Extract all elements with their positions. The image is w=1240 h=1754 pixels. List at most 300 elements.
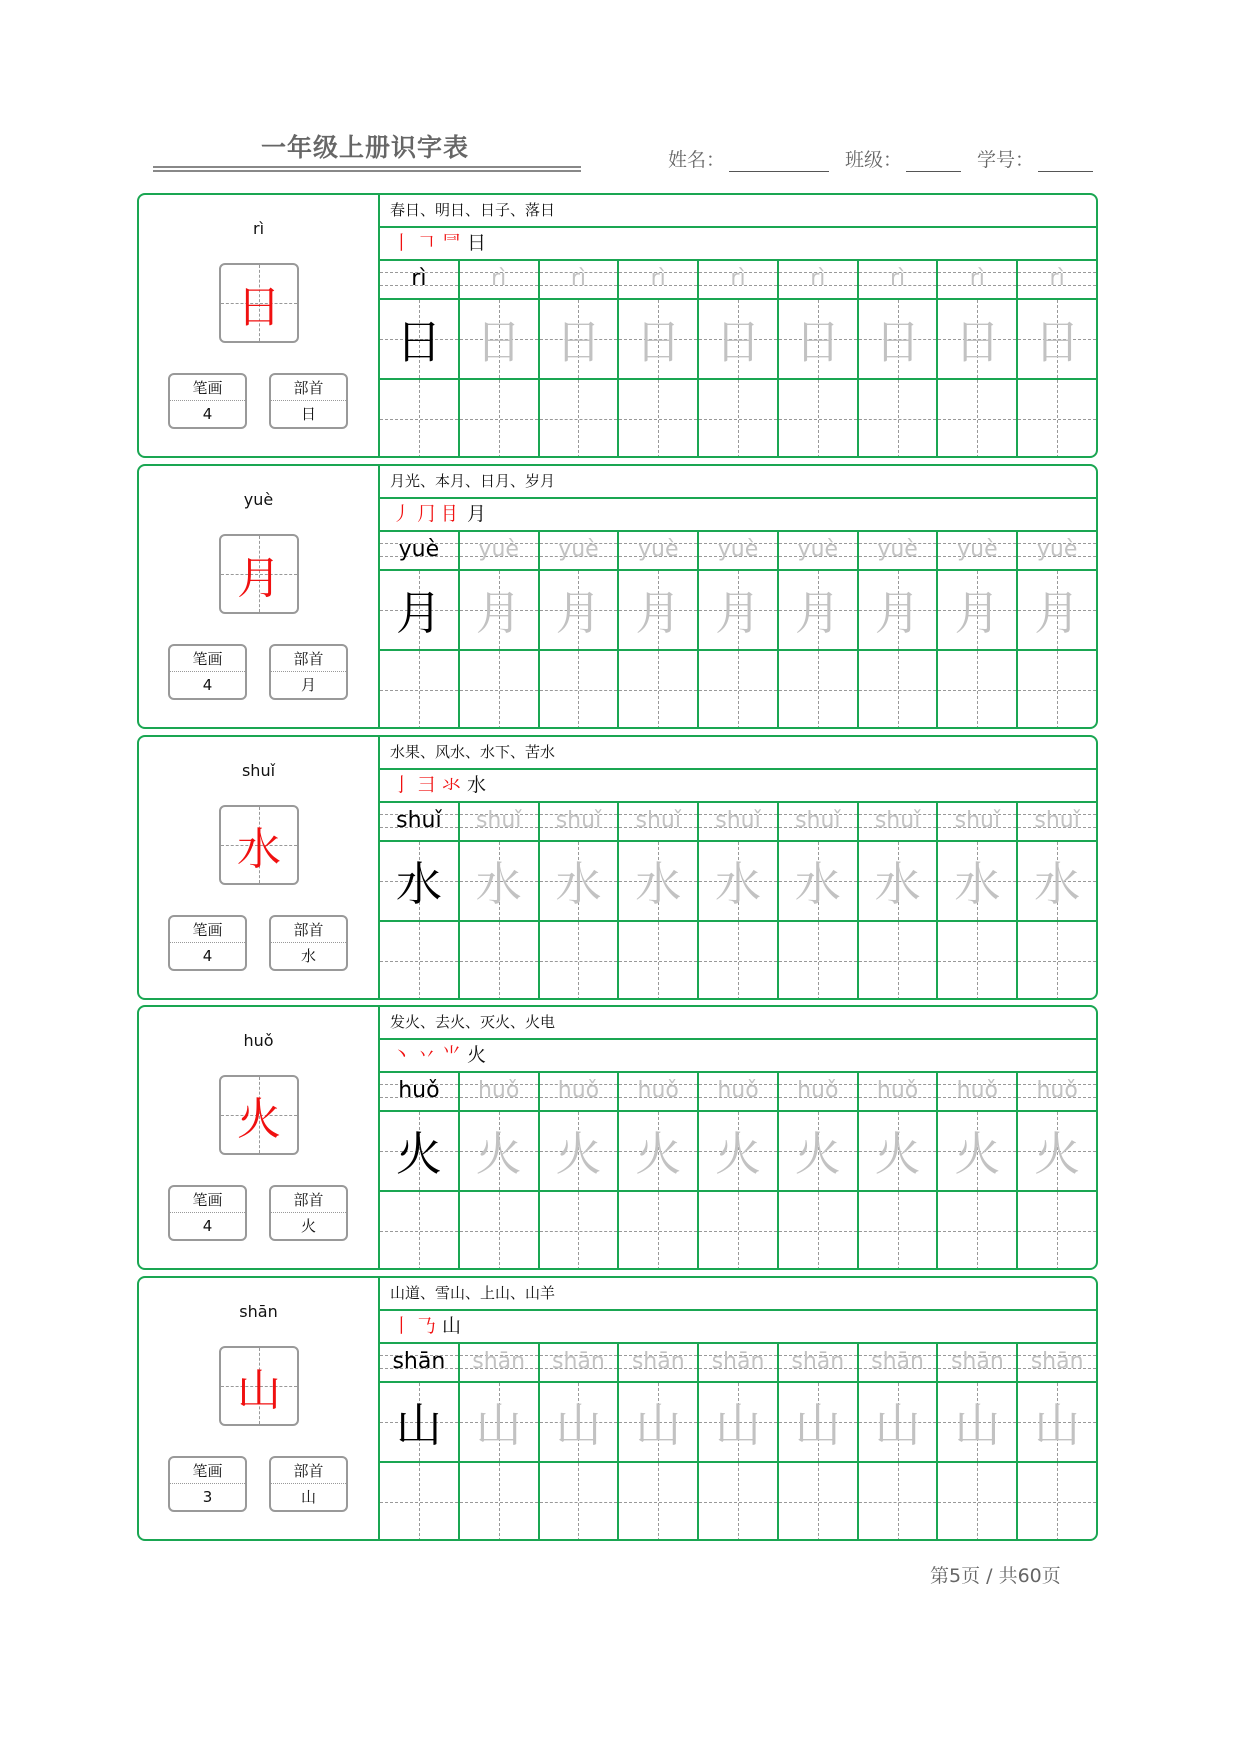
character-cell[interactable] xyxy=(460,1112,540,1192)
pinyin-text: rì xyxy=(889,266,906,291)
blank-practice-cell[interactable] xyxy=(699,380,779,458)
stroke-step: 氺 xyxy=(442,774,462,796)
character-cell[interactable] xyxy=(460,842,540,922)
blank-practice-cell[interactable] xyxy=(540,1192,620,1270)
pinyin-text: huǒ xyxy=(876,1078,919,1103)
character-cell[interactable] xyxy=(938,842,1018,922)
pinyin-cell[interactable] xyxy=(779,803,859,842)
stroke-order-row xyxy=(380,1311,1096,1344)
pinyin-cell[interactable] xyxy=(380,1344,460,1383)
stroke-step: 山 xyxy=(442,1315,462,1337)
pinyin-text: rì xyxy=(730,266,746,291)
page-number: 第5页 / 共60页 xyxy=(930,1565,1061,1587)
character-display-box xyxy=(219,534,299,614)
character-block xyxy=(137,1276,1098,1541)
pinyin-cell[interactable] xyxy=(619,532,699,571)
stroke-count-label: 笔画 xyxy=(170,917,245,943)
stroke-order-row xyxy=(380,228,1096,261)
pinyin-cell[interactable] xyxy=(779,1344,859,1383)
pinyin-cell[interactable] xyxy=(859,532,939,571)
pinyin-cell[interactable] xyxy=(619,803,699,842)
pinyin-cell[interactable] xyxy=(699,261,779,300)
blank-practice-cell[interactable] xyxy=(779,380,859,458)
character-cell[interactable] xyxy=(699,300,779,380)
blank-practice-cell[interactable] xyxy=(938,1192,1018,1270)
stroke-count-box xyxy=(168,644,247,700)
character-row xyxy=(380,1383,1096,1463)
pinyin-cell[interactable] xyxy=(380,803,460,842)
pinyin-cell[interactable] xyxy=(540,1073,620,1112)
blank-row xyxy=(380,922,1096,1000)
character-cell[interactable] xyxy=(1018,571,1096,651)
trace-character: 火 xyxy=(715,1127,762,1181)
pinyin-row xyxy=(380,532,1096,571)
blank-practice-cell[interactable] xyxy=(938,651,1018,729)
blank-practice-cell[interactable] xyxy=(1018,1192,1096,1270)
stroke-count-value: 4 xyxy=(202,947,213,965)
pinyin-cell[interactable] xyxy=(540,261,620,300)
stroke-count-box xyxy=(168,915,247,971)
pinyin-cell[interactable] xyxy=(859,261,939,300)
pinyin-text: shān xyxy=(392,1349,446,1374)
pinyin-text: shuǐ xyxy=(1034,808,1080,833)
character-cell[interactable] xyxy=(380,1112,460,1192)
character-cell[interactable] xyxy=(380,300,460,380)
stroke-step: ⺆ xyxy=(417,503,437,525)
model-character: 火 xyxy=(395,1127,442,1181)
pinyin-cell[interactable] xyxy=(460,532,540,571)
trace-character: 月 xyxy=(635,586,682,640)
character-block xyxy=(137,735,1098,1000)
radical-label: 部首 xyxy=(271,917,346,943)
name-field[interactable] xyxy=(668,145,829,172)
stroke-step: ⺝ xyxy=(442,503,462,525)
blank-practice-cell[interactable] xyxy=(460,1463,540,1541)
pinyin-cell[interactable] xyxy=(380,532,460,571)
character-cell[interactable] xyxy=(619,1383,699,1463)
character-cell[interactable] xyxy=(540,300,620,380)
pinyin-cell[interactable] xyxy=(380,261,460,300)
trace-character: 火 xyxy=(874,1127,921,1181)
radical-value: 日 xyxy=(300,405,316,423)
pinyin-text: shuǐ xyxy=(954,808,1001,833)
radical-label: 部首 xyxy=(271,1187,346,1213)
trace-character: 水 xyxy=(475,857,522,911)
practice-area xyxy=(380,1278,1096,1539)
stroke-step: 火 xyxy=(467,1044,487,1066)
pinyin-cell[interactable] xyxy=(779,532,859,571)
practice-area xyxy=(380,195,1096,456)
pinyin-cell[interactable] xyxy=(1018,532,1096,571)
trace-character: 水 xyxy=(555,857,602,911)
character-cell[interactable] xyxy=(938,300,1018,380)
student-id-field[interactable] xyxy=(977,145,1093,172)
model-character: 月 xyxy=(395,586,442,640)
pinyin-row xyxy=(380,1344,1096,1383)
practice-area xyxy=(380,737,1096,998)
radical-value: 水 xyxy=(300,947,316,965)
class-field[interactable] xyxy=(845,145,961,172)
character-cell[interactable] xyxy=(699,1383,779,1463)
trace-character: 月 xyxy=(794,586,841,640)
blank-practice-cell[interactable] xyxy=(619,1463,699,1541)
trace-character: 山 xyxy=(475,1398,522,1452)
example-words: 月光、本月、日月、岁月 xyxy=(380,466,1096,499)
pinyin-cell[interactable] xyxy=(619,1073,699,1112)
title-underline xyxy=(153,166,581,172)
character-cell[interactable] xyxy=(1018,1112,1096,1192)
blank-practice-cell[interactable] xyxy=(859,922,939,1000)
character-cell[interactable] xyxy=(859,842,939,922)
pinyin-text: yuè xyxy=(877,537,918,562)
blank-practice-cell[interactable] xyxy=(859,1192,939,1270)
character-cell[interactable] xyxy=(619,300,699,380)
blank-practice-cell[interactable] xyxy=(699,1192,779,1270)
pinyin-cell[interactable] xyxy=(859,803,939,842)
character-block xyxy=(137,1005,1098,1270)
stroke-step: 丿 xyxy=(392,503,412,525)
practice-area xyxy=(380,466,1096,727)
blank-practice-cell[interactable] xyxy=(460,1192,540,1270)
pinyin-text: rì xyxy=(411,266,427,291)
pinyin-text: shān xyxy=(631,1349,685,1374)
pinyin-text: huǒ xyxy=(956,1078,999,1103)
character-info-panel xyxy=(139,737,380,998)
trace-character: 月 xyxy=(715,586,762,640)
pinyin-cell[interactable] xyxy=(460,803,540,842)
trace-character: 月 xyxy=(954,586,1001,640)
character-cell[interactable] xyxy=(380,842,460,922)
blank-practice-cell[interactable] xyxy=(699,651,779,729)
trace-character: 月 xyxy=(874,586,921,640)
stroke-step: 丨 xyxy=(392,1315,412,1337)
character-row xyxy=(380,300,1096,380)
character-block xyxy=(137,464,1098,729)
blank-practice-cell[interactable] xyxy=(619,380,699,458)
character-cell[interactable] xyxy=(460,1383,540,1463)
blank-practice-cell[interactable] xyxy=(859,380,939,458)
trace-character: 日 xyxy=(715,315,762,369)
blank-practice-cell[interactable] xyxy=(1018,651,1096,729)
radical-box xyxy=(269,915,348,971)
stroke-count-value: 4 xyxy=(202,1217,213,1235)
pinyin-cell[interactable] xyxy=(779,1073,859,1112)
stroke-count-label: 笔画 xyxy=(170,1187,245,1213)
model-character: 水 xyxy=(395,857,442,911)
blank-practice-cell[interactable] xyxy=(619,1192,699,1270)
pinyin-cell[interactable] xyxy=(540,803,620,842)
radical-value: 火 xyxy=(300,1217,316,1235)
blank-practice-cell[interactable] xyxy=(938,380,1018,458)
trace-character: 火 xyxy=(954,1127,1001,1181)
blank-practice-cell[interactable] xyxy=(540,922,620,1000)
blank-row xyxy=(380,1192,1096,1270)
character-display-box xyxy=(219,263,299,343)
pinyin-text: huǒ xyxy=(637,1078,679,1103)
blank-practice-cell[interactable] xyxy=(540,380,620,458)
pinyin-cell[interactable] xyxy=(779,261,859,300)
stroke-order-row xyxy=(380,770,1096,803)
character-cell[interactable] xyxy=(699,571,779,651)
character-cell[interactable] xyxy=(859,300,939,380)
stroke-count-box xyxy=(168,373,247,429)
blank-practice-cell[interactable] xyxy=(938,1463,1018,1541)
stroke-count-value: 3 xyxy=(202,1488,213,1506)
blank-practice-cell[interactable] xyxy=(779,922,859,1000)
stroke-step: 日 xyxy=(467,232,487,254)
pinyin-text: yuè xyxy=(1036,537,1078,562)
blank-practice-cell[interactable] xyxy=(619,922,699,1000)
pinyin-row xyxy=(380,261,1096,300)
pinyin-cell[interactable] xyxy=(1018,261,1096,300)
blank-practice-cell[interactable] xyxy=(779,1192,859,1270)
stroke-count-label: 笔画 xyxy=(170,375,245,401)
model-character: 山 xyxy=(395,1398,442,1452)
stroke-step: ⺜ xyxy=(442,232,462,254)
pinyin-text: shuǐ xyxy=(874,808,921,833)
pinyin-text: rì xyxy=(969,266,985,291)
trace-character: 日 xyxy=(874,315,921,369)
pinyin-cell[interactable] xyxy=(859,1344,939,1383)
blank-practice-cell[interactable] xyxy=(380,380,460,458)
blank-practice-cell[interactable] xyxy=(1018,922,1096,1000)
blank-practice-cell[interactable] xyxy=(619,651,699,729)
stroke-order-row xyxy=(380,499,1096,532)
pinyin-text: huǒ xyxy=(477,1078,520,1103)
stroke-order-row xyxy=(380,1040,1096,1073)
character-cell[interactable] xyxy=(699,842,779,922)
blank-practice-cell[interactable] xyxy=(540,1463,620,1541)
blank-practice-cell[interactable] xyxy=(380,1192,460,1270)
pinyin-cell[interactable] xyxy=(460,261,540,300)
character-cell[interactable] xyxy=(1018,842,1096,922)
blank-practice-cell[interactable] xyxy=(1018,1463,1096,1541)
character-block xyxy=(137,193,1098,458)
character-cell[interactable] xyxy=(540,1383,620,1463)
trace-character: 火 xyxy=(794,1127,841,1181)
pinyin-text: shān xyxy=(472,1349,526,1374)
character-info-panel xyxy=(139,466,380,727)
pinyin-cell[interactable] xyxy=(540,532,620,571)
stroke-step: 丶 xyxy=(392,1044,412,1066)
pinyin-cell[interactable] xyxy=(460,1344,540,1383)
pinyin-text: yuè xyxy=(398,537,440,562)
pinyin-cell[interactable] xyxy=(699,803,779,842)
character-cell[interactable] xyxy=(779,842,859,922)
trace-character: 山 xyxy=(954,1398,1001,1452)
radical-box xyxy=(269,1185,348,1241)
trace-character: 水 xyxy=(1034,857,1081,911)
pinyin-cell[interactable] xyxy=(938,261,1018,300)
practice-area xyxy=(380,1007,1096,1268)
stroke-count-box xyxy=(168,1185,247,1241)
pinyin-cell[interactable] xyxy=(699,1344,779,1383)
radical-label: 部首 xyxy=(271,1458,346,1484)
character-cell[interactable] xyxy=(859,1112,939,1192)
character-cell[interactable] xyxy=(380,571,460,651)
trace-character: 日 xyxy=(954,315,1001,369)
pinyin-text: rì xyxy=(491,266,507,291)
blank-practice-cell[interactable] xyxy=(699,1463,779,1541)
blank-practice-cell[interactable] xyxy=(779,651,859,729)
pinyin-text: yuè xyxy=(957,537,998,562)
character-cell[interactable] xyxy=(938,1112,1018,1192)
character-info-panel xyxy=(139,1007,380,1268)
pinyin-cell[interactable] xyxy=(1018,1344,1096,1383)
student-id-label: 学号： xyxy=(977,149,1035,171)
trace-character: 水 xyxy=(954,857,1001,911)
character-pinyin: shān xyxy=(239,1302,278,1321)
trace-character: 山 xyxy=(1034,1398,1081,1452)
example-words: 水果、风水、水下、苦水 xyxy=(380,737,1096,770)
stroke-step: 𠃍 xyxy=(417,232,437,254)
character-cell[interactable] xyxy=(779,571,859,651)
character-cell[interactable] xyxy=(938,1383,1018,1463)
pinyin-text: rì xyxy=(570,266,587,291)
pinyin-text: shān xyxy=(552,1349,605,1374)
highlight-character: 山 xyxy=(237,1365,281,1416)
page-title: 一年级上册识字表 xyxy=(260,133,469,162)
character-cell[interactable] xyxy=(1018,1383,1096,1463)
pinyin-cell[interactable] xyxy=(699,1073,779,1112)
model-character: 日 xyxy=(395,315,442,369)
pinyin-cell[interactable] xyxy=(938,1344,1018,1383)
character-info-panel xyxy=(139,1278,380,1539)
radical-box xyxy=(269,373,348,429)
radical-label: 部首 xyxy=(271,375,346,401)
stroke-step: 亅 xyxy=(392,774,412,796)
pinyin-cell[interactable] xyxy=(938,1073,1018,1112)
class-label: 班级： xyxy=(845,149,903,171)
class-blank[interactable] xyxy=(906,152,961,172)
radical-box xyxy=(269,1456,348,1512)
pinyin-cell[interactable] xyxy=(460,1073,540,1112)
pinyin-row xyxy=(380,803,1096,842)
pinyin-text: shuǐ xyxy=(795,808,841,833)
character-cell[interactable] xyxy=(619,1112,699,1192)
character-cell[interactable] xyxy=(460,571,540,651)
pinyin-text: huǒ xyxy=(797,1078,839,1103)
character-cell[interactable] xyxy=(619,571,699,651)
trace-character: 日 xyxy=(635,315,682,369)
stroke-step: ⺕ xyxy=(417,774,437,796)
highlight-character: 火 xyxy=(237,1094,281,1145)
example-words: 山道、雪山、上山、山羊 xyxy=(380,1278,1096,1311)
pinyin-cell[interactable] xyxy=(938,532,1018,571)
character-cell[interactable] xyxy=(460,300,540,380)
character-pinyin: huǒ xyxy=(243,1031,274,1050)
character-cell[interactable] xyxy=(779,1383,859,1463)
blank-practice-cell[interactable] xyxy=(460,651,540,729)
pinyin-cell[interactable] xyxy=(619,261,699,300)
blank-row xyxy=(380,380,1096,458)
character-cell[interactable] xyxy=(938,571,1018,651)
stroke-step: 水 xyxy=(467,774,487,796)
character-info-panel xyxy=(139,195,380,456)
character-cell[interactable] xyxy=(540,1112,620,1192)
stroke-step: 𠄎 xyxy=(417,1315,437,1337)
pinyin-text: yuè xyxy=(478,537,519,562)
character-cell[interactable] xyxy=(779,300,859,380)
pinyin-text: huǒ xyxy=(398,1078,440,1103)
character-cell[interactable] xyxy=(699,1112,779,1192)
blank-practice-cell[interactable] xyxy=(460,380,540,458)
name-label: 姓名： xyxy=(668,149,726,171)
example-words: 春日、明日、日子、落日 xyxy=(380,195,1096,228)
character-cell[interactable] xyxy=(540,842,620,922)
stroke-step: 月 xyxy=(467,503,487,525)
pinyin-text: huǒ xyxy=(1036,1078,1078,1103)
pinyin-text: shuǐ xyxy=(475,808,522,833)
pinyin-text: yuè xyxy=(558,537,599,562)
blank-practice-cell[interactable] xyxy=(1018,380,1096,458)
trace-character: 山 xyxy=(555,1398,602,1452)
pinyin-text: shān xyxy=(871,1349,924,1374)
pinyin-text: yuè xyxy=(797,537,839,562)
stroke-step: ⺌ xyxy=(442,1044,462,1066)
pinyin-cell[interactable] xyxy=(938,803,1018,842)
pinyin-text: shuǐ xyxy=(555,808,602,833)
pinyin-cell[interactable] xyxy=(1018,803,1096,842)
example-words: 发火、去火、灭火、火电 xyxy=(380,1007,1096,1040)
character-cell[interactable] xyxy=(779,1112,859,1192)
blank-practice-cell[interactable] xyxy=(380,651,460,729)
trace-character: 月 xyxy=(1034,586,1081,640)
pinyin-cell[interactable] xyxy=(699,532,779,571)
blank-row xyxy=(380,651,1096,729)
pinyin-cell[interactable] xyxy=(859,1073,939,1112)
blank-practice-cell[interactable] xyxy=(540,651,620,729)
pinyin-text: shān xyxy=(950,1349,1004,1374)
radical-label: 部首 xyxy=(271,646,346,672)
pinyin-text: yuè xyxy=(717,537,759,562)
student-info-fields xyxy=(668,145,1109,172)
pinyin-cell[interactable] xyxy=(1018,1073,1096,1112)
pinyin-cell[interactable] xyxy=(619,1344,699,1383)
blank-practice-cell[interactable] xyxy=(699,922,779,1000)
student-id-blank[interactable] xyxy=(1038,152,1093,172)
pinyin-text: shān xyxy=(791,1349,845,1374)
pinyin-cell[interactable] xyxy=(380,1073,460,1112)
blank-practice-cell[interactable] xyxy=(460,922,540,1000)
blank-practice-cell[interactable] xyxy=(380,922,460,1000)
character-cell[interactable] xyxy=(859,1383,939,1463)
pinyin-text: yuè xyxy=(637,537,679,562)
character-cell[interactable] xyxy=(1018,300,1096,380)
pinyin-text: huǒ xyxy=(717,1078,759,1103)
trace-character: 山 xyxy=(794,1398,841,1452)
pinyin-text: shuǐ xyxy=(635,808,681,833)
character-cell[interactable] xyxy=(619,842,699,922)
character-row xyxy=(380,1112,1096,1192)
character-row xyxy=(380,842,1096,922)
blank-practice-cell[interactable] xyxy=(380,1463,460,1541)
name-blank[interactable] xyxy=(729,152,829,172)
radical-value: 山 xyxy=(300,1488,316,1506)
blank-practice-cell[interactable] xyxy=(859,1463,939,1541)
blank-practice-cell[interactable] xyxy=(938,922,1018,1000)
trace-character: 日 xyxy=(555,315,602,369)
stroke-count-box xyxy=(168,1456,247,1512)
character-cell[interactable] xyxy=(540,571,620,651)
character-cell[interactable] xyxy=(380,1383,460,1463)
blank-practice-cell[interactable] xyxy=(779,1463,859,1541)
blank-practice-cell[interactable] xyxy=(859,651,939,729)
pinyin-cell[interactable] xyxy=(540,1344,620,1383)
pinyin-text: huǒ xyxy=(557,1078,600,1103)
character-cell[interactable] xyxy=(859,571,939,651)
pinyin-text: rì xyxy=(1049,266,1065,291)
